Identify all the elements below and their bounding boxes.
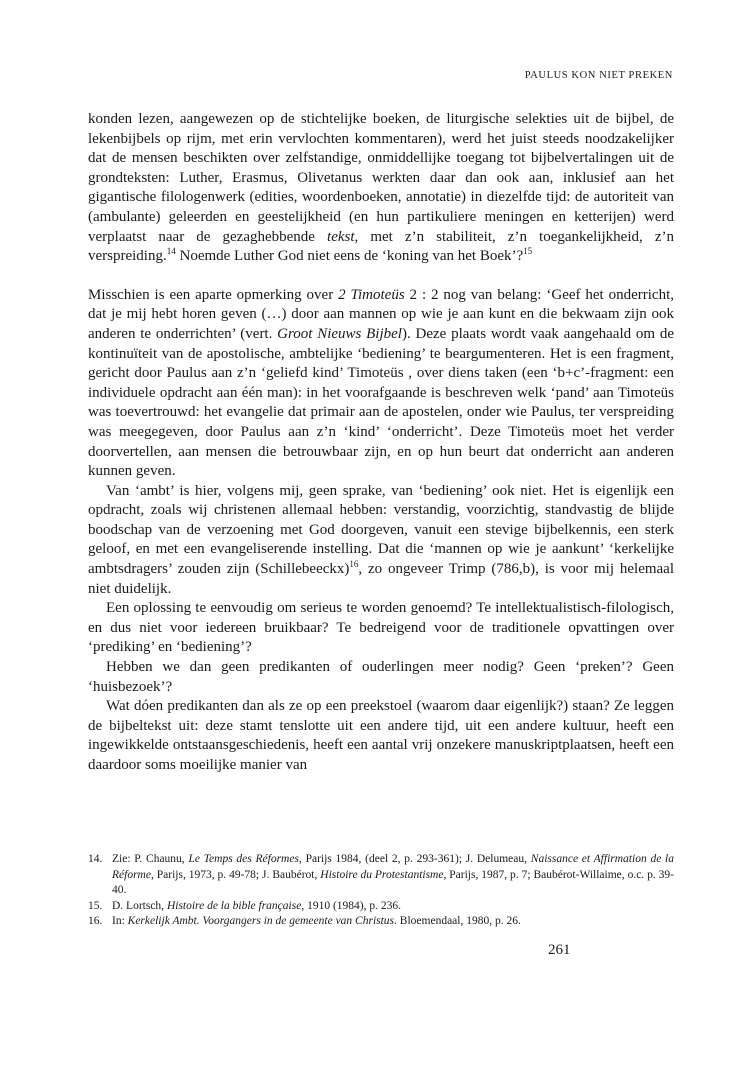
footnote-number: 15. — [88, 899, 103, 912]
footnotes — [88, 852, 674, 930]
footnote-ref: 14 — [166, 246, 176, 257]
text-run: Hebben we dan geen predikanten of ouderlingen meer nodig? Geen ‘preken’? Geen ‘huisbezoek’? — [88, 659, 674, 695]
footnote-number: 16. — [88, 915, 103, 927]
footnote-text — [112, 899, 674, 915]
text-run: ). Deze plaats wordt vaak aangehaald om de kontinuïteit van de apostolische, ambtelijke ‘bediening’ te beargumenteren. Het is een fragment, gericht door Paulus aan z’n ‘geliefd kind’ Timoteüs , over diens taken (een ‘b+c’-fragment: een individuele opdracht aan één man): in het voorafgaande is beschreven welk ‘pand’ aan Timoteüs was toevertrouwd: het evangelie dat primair aan de apostelen, onder wie Paulus, ter verspreiding was meegegeven, door Paulus aan z’n ‘kind’ ‘onderricht’. Deze Timoteüs moet het verder doorvertellen, aan mensen die betrouwbaar zijn, en op hun beurt dat onderricht aan anderen kunnen geven. — [88, 325, 675, 480]
paragraph — [88, 697, 674, 775]
italic-text: Kerkelijk Ambt. Voorgangers in de gemeente van Christus — [127, 915, 395, 927]
text-run: 2 : 2 nog van belang: ‘Geef het onderricht, dat je mij hebt horen geven (…) door aan mannen op wie je aan kunt en die bekwaam zijn ook anderen te onderrichten’ (vert. — [88, 286, 674, 342]
paragraph — [88, 286, 674, 482]
italic-text: 2 Timoteüs — [338, 286, 405, 303]
text-run: Wat dóen predikanten dan als ze op een preekstoel (waarom daar eigenlijk?) staan? Ze leggen de bijbeltekst uit: deze stamt tenslotte uit een andere tijd, uit een andere kultuur, heeft een ingewikkelde ontstaansgeschiedenis, heeft een aantal vrij onzekere manuskriptplaatsen, heeft een daardoor soms moeilijke manier van — [88, 698, 674, 773]
footnote-ref: 16 — [349, 559, 359, 570]
italic-text: Naissance et Affirmation de la Réforme — [112, 853, 675, 881]
footnote-text — [112, 852, 674, 899]
text-run: , met z’n stabiliteit, z’n toegankelijkheid, z’n verspreiding. — [88, 228, 674, 265]
text-run: , 1910 (1984), p. 236. — [301, 899, 401, 912]
text-run: D. Lortsch, — [112, 899, 167, 912]
text-run: In: — [112, 915, 128, 927]
footnote — [88, 852, 674, 899]
italic-text: Histoire de la bible française — [166, 899, 302, 912]
text-run: , Parijs, 1973, p. 49-78; J. Baubérot, — [150, 868, 321, 881]
italic-text: Le Temps des Réformes — [188, 853, 299, 865]
paragraph — [88, 482, 674, 600]
italic-text: Histoire du Protestantisme — [320, 868, 444, 881]
paragraph — [88, 110, 674, 267]
footnote-number: 14. — [88, 853, 103, 865]
page-number: 261 — [548, 942, 571, 958]
running-head: PAULUS KON NIET PREKEN — [524, 70, 673, 81]
italic-text: tekst — [327, 228, 355, 245]
text-run: Een oplossing te eenvoudig om serieus te worden genoemd? Te intellektualistisch-filologisch, en dus niet voor iedereen bruikbaar? Te bedreigend voor de traditionele opvattingen over ‘prediking’ en ‘bediening’? — [88, 600, 674, 656]
text-run: Misschien is een aparte opmerking over — [88, 286, 339, 303]
text-run: , Parijs 1984, (deel 2, p. 293-361); J. Delumeau, — [298, 853, 531, 865]
body-text — [88, 110, 674, 776]
footnote — [88, 914, 674, 930]
footnote — [88, 899, 674, 915]
text-run: Noemde Luther God niet eens de ‘koning van het Boek’? — [175, 248, 524, 265]
text-run: Van ‘ambt’ is hier, volgens mij, geen sprake, van ‘bediening’ ook niet. Het is eigenlijk een opdracht, zoals wij christenen allemaal hebben: verstandig, voorzichtig, standvastig de blijde boodschap van de verzoening met God doorgeven, vanuit een stevige bijbelkennis, een sterk geloof, en met een evangeliserende instelling. Dat die ‘mannen op wie je aankunt’ ‘kerkelijke ambtsdragers’ zouden zijn (Schillebeeckx) — [88, 482, 674, 578]
paragraph — [88, 599, 674, 658]
text-run: . Bloemendaal, 1980, p. 26. — [394, 915, 521, 927]
paragraph — [88, 658, 674, 697]
footnote-text — [112, 914, 674, 930]
text-run: , Parijs, 1987, p. 7; Baubérot-Willaime, o.c. p. 39-40. — [112, 868, 674, 896]
text-run: Zie: P. Chaunu, — [112, 853, 189, 865]
text-run: konden lezen, aangewezen op de stichtelijke boeken, de liturgische selekties uit de bijbel, de lekenbijbels op rijm, met erin vervlochten kommentaren), werd het juist steeds noodzakelijker dat de mensen beschikten over zelfstandige, onmiddellijke toegang tot bijbelvertalingen uit de grondteksten: Luther, Erasmus, Olivetanus werkten daar dan ook aan, inklusief aan het gigantische filologenwerk (edities, woordenboeken, annotatie) in diezelfde tijd: de autoriteit van (ambulante) geleerden en geestelijkheid (en hun partikuliere meningen en ketterijen) werd verplaatst naar de gezaghebbende — [88, 111, 674, 245]
italic-text: Groot Nieuws Bijbel — [277, 325, 402, 342]
text-run: , zo ongeveer Trimp (786,b), is voor mij helemaal niet duidelijk. — [88, 561, 674, 597]
footnote-ref: 15 — [523, 246, 533, 257]
